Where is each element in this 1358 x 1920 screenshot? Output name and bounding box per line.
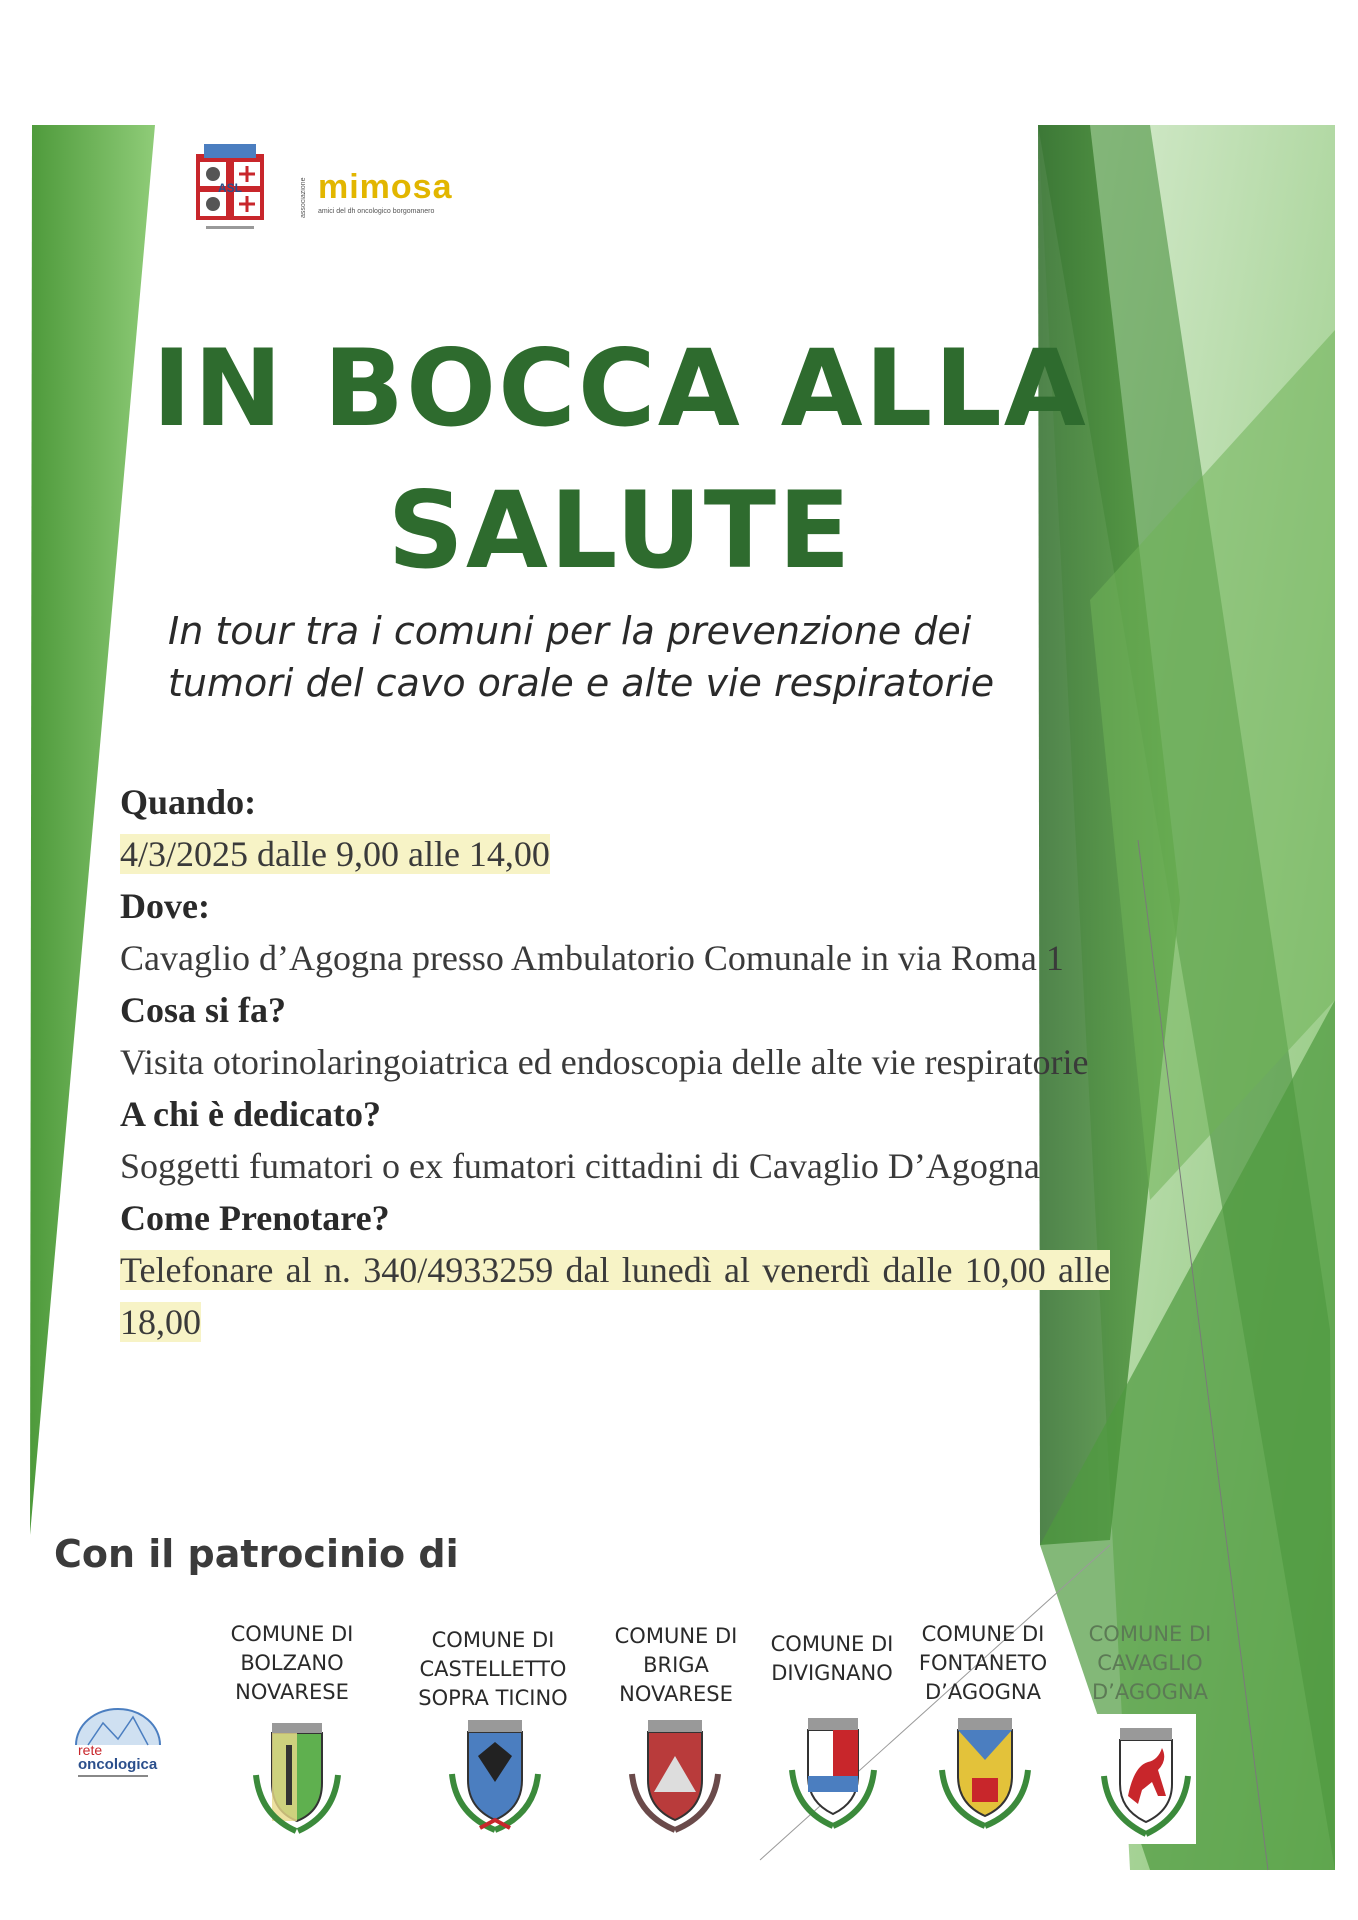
mimosa-logo-tagline: amici del dh oncologico borgomanero — [318, 208, 435, 215]
comune-cavaglio-dagogna: COMUNE DI CAVAGLIO D’AGOGNA — [1088, 1622, 1212, 1704]
when-value: 4/3/2025 dalle 9,00 alle 14,00 — [120, 834, 550, 874]
castelletto-crest-icon — [440, 1712, 550, 1842]
when-label: Quando: — [120, 782, 257, 822]
comune-fontaneto-dagogna: COMUNE DI FONTANETO D’AGOGNA — [918, 1622, 1048, 1704]
where-label: Dove: — [120, 886, 210, 926]
patronage-heading: Con il patrocinio di — [54, 1532, 459, 1576]
bolzano-crest-icon — [242, 1715, 352, 1845]
comune-castelletto-sopra-ticino: COMUNE DI CASTELLETTO SOPRA TICINO — [418, 1628, 568, 1710]
who-value: Soggetti fumatori o ex fumatori cittadini di Cavaglio D’Agogna — [120, 1146, 1040, 1186]
svg-text:ASL: ASL — [218, 181, 242, 195]
subtitle — [168, 605, 1068, 709]
fontaneto-crest-icon — [930, 1708, 1040, 1838]
comune-bolzano-novarese: COMUNE DI BOLZANO NOVARESE — [230, 1622, 354, 1704]
cavaglio-crest-icon — [1090, 1710, 1202, 1850]
comune-divignano: COMUNE DI DIVIGNANO — [770, 1632, 894, 1685]
event-info — [120, 776, 1110, 1348]
svg-text:oncologica: oncologica — [78, 1756, 158, 1773]
divignano-crest-icon — [778, 1708, 888, 1838]
book-value: Telefonare al n. 340/4933259 dal lunedì al venerdì dalle 10,00 alle 18,00 — [120, 1250, 1110, 1342]
what-label: Cosa si fa? — [120, 990, 287, 1030]
what-value: Visita otorinolaringoiatrica ed endoscopia delle alte vie respiratorie — [120, 1042, 1089, 1082]
subtitle-line-1: In tour tra i comuni per la prevenzione dei — [168, 609, 972, 653]
book-label: Come Prenotare? — [120, 1198, 390, 1238]
who-label: A chi è dedicato? — [120, 1094, 381, 1134]
title-line-2: SALUTE — [387, 469, 853, 592]
svg-text:rete: rete — [78, 1742, 103, 1758]
page-title — [150, 318, 1090, 602]
where-value: Cavaglio d’Agogna presso Ambulatorio Comunale in via Roma 1 — [120, 938, 1064, 978]
asl-logo — [190, 140, 270, 240]
mimosa-side-text: associazione — [300, 177, 307, 218]
rete-oncologica-logo — [68, 1705, 178, 1785]
mimosa-logo-name: mimosa — [318, 168, 453, 206]
title-line-1: IN BOCCA ALLA — [152, 327, 1088, 450]
briga-crest-icon — [620, 1712, 730, 1842]
subtitle-line-2: tumori del cavo orale e alte vie respiratorie — [168, 661, 995, 705]
comune-briga-novarese: COMUNE DI BRIGA NOVARESE — [614, 1624, 738, 1706]
